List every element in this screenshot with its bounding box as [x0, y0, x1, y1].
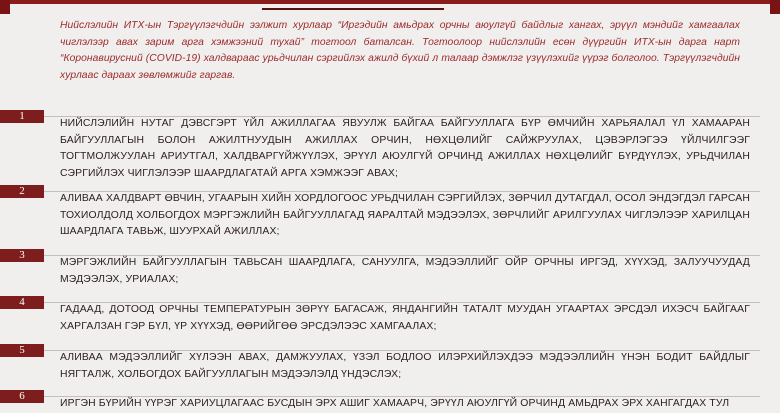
item-text: НИЙСЛЭЛИЙН НУТАГ ДЭВСГЭРТ ҮЙЛ АЖИЛЛАГАА ЯВУУЛЖ БАЙГАА БАЙГУУЛЛАГА БҮР ӨМЧИЙН ХАРЬЯАЛАЛ ҮЛ ХАМААРАН БАЙГУУЛЛАГЫН БОЛОН АЖИЛТНУУДЫН АЖИЛЛАХ ОРЧИН, НӨХЦӨЛИЙГ САЙЖРУУЛАХ, ЦЭВЭРЛЭГЭЭ ҮЙЛЧИЛГЭЭГ ТОГТМОЛЖУУЛАН АРИУТГАЛ, ХАЛДВАРГҮЙЖҮҮЛЭХ, ЭРҮҮЛ АЮУЛГҮЙ ОРЧИНД АЖИЛЛАХ НӨХЦӨЛИЙГ БҮРДҮҮЛЭХ, УРЬДЧИЛАН СЭРГИЙЛЭХ ЧИГЛЭЛЭЭР ШААРДЛАГАТАЙ АРГА ХЭМЖЭЭГ АВАХ; [60, 118, 750, 179]
top-border [0, 0, 780, 4]
item-number: 5 [19, 344, 25, 356]
title-underline [262, 8, 444, 10]
item-number-bar [0, 110, 44, 123]
item-text: АЛИВАА МЭДЭЭЛЛИЙГ ХҮЛЭЭН АВАХ, ДАМЖУУЛАХ, ҮЗЭЛ БОДЛОО ИЛЭРХИЙЛЭХДЭЭ МЭДЭЭЛЛИЙН ҮНЭН БОДИТ БАЙДЛЫГ НЯГТАЛЖ, ХОЛБОГДОХ БАЙГУУЛЛАГЫН МЭДЭЭЛЭЛД ҮНДЭСЛЭХ; [60, 352, 750, 380]
item-number-bar [0, 344, 44, 357]
item-number-bar [0, 296, 44, 309]
corner-accent-left [0, 0, 10, 14]
item-text: ИРГЭН БҮРИЙН ҮҮРЭГ ХАРИУЦЛАГААС БУСДЫН ЭРХ АШИГ ХАМААРЧ, ЭРҮҮЛ АЮУЛГҮЙ ОРЧИНД АМЬДРАХ ЭРХ ХАНГАГДАХ ТУЛ [60, 398, 730, 409]
item-number-bar [0, 249, 44, 262]
item-text: МЭРГЭЖЛИЙН БАЙГУУЛЛАГЫН ТАВЬСАН ШААРДЛАГА, САНУУЛГА, МЭДЭЭЛЛИЙГ ОЙР ОРЧНЫ ИРГЭД, ХҮҮХЭД, ЗАЛУУЧУУДАД МЭДЭЭЛЭХ, УРИАЛАХ; [60, 257, 750, 285]
item-number: 2 [19, 185, 25, 197]
item-text: ГАДААД, ДОТООД ОРЧНЫ ТЕМПЕРАТУРЫН ЗӨРҮҮ БАГАСАЖ, ЯНДАНГИЙН ТАТАЛТ МУУДАН УГААРТАХ ЭРСДЭЛ ИХЭСЧ БАЙГААГ ХАРГАЛЗАН ГЭР БҮЛ, ҮР ХҮҮХЭД, ӨӨРИЙГӨӨ ЭРСДЭЛЭЭС ХАМГААЛАХ; [60, 304, 750, 332]
item-number-bar [0, 390, 44, 403]
item-number: 3 [19, 249, 25, 261]
corner-accent-right [770, 0, 780, 14]
item-number: 6 [19, 390, 25, 402]
item-text: АЛИВАА ХАЛДВАРТ ӨВЧИН, УГААРЫН ХИЙН ХОРДЛОГООС УРЬДЧИЛАН СЭРГИЙЛЭХ, ЗӨРЧИЛ ДУТАГДАЛ, ОСОЛ ЭНДЭГДЭЛ ГАРСАН ТОХИОЛДОЛД ХОЛБОГДОХ МЭРГЭЖЛИЙН БАЙГУУЛЛАГАД ЯАРАЛТАЙ МЭДЭЭЛЭХ, ЗӨРЧЛИЙГ АРИЛГУУЛАХ ЧИГЛЭЛЭЭР ХАРИЛЦАН ШААРДЛАГА ТАВЬЖ, ШУУРХАЙ АЖИЛЛАХ; [60, 193, 750, 237]
item-number: 1 [19, 110, 25, 122]
intro-paragraph: Нийслэлийн ИТХ-ын Тэргүүлэгчдийн ээлжит хурлаар “Иргэдийн амьдрах орчны аюулгүй байдлыг хангах, эрүүл мэндийг хамгаалах чиглэлээр авах зарим арга хэмжээний тухай” тогтоол баталсан. Тогтоолоор нийслэлийн есөн дүүргийн ИТХ-ын дарга нарт “Коронавирусний (COVID-19) халдвараас урьдчилан сэргийлэх ажилд бүхий л талаар дэмжлэг үзүүлэхийг үүрэг болголоо. Тэргүүлэгчдийн хурлаас дараах зөвлөмжийг гаргав. [60, 20, 740, 81]
item-number: 4 [19, 296, 25, 308]
item-number-bar [0, 185, 44, 198]
